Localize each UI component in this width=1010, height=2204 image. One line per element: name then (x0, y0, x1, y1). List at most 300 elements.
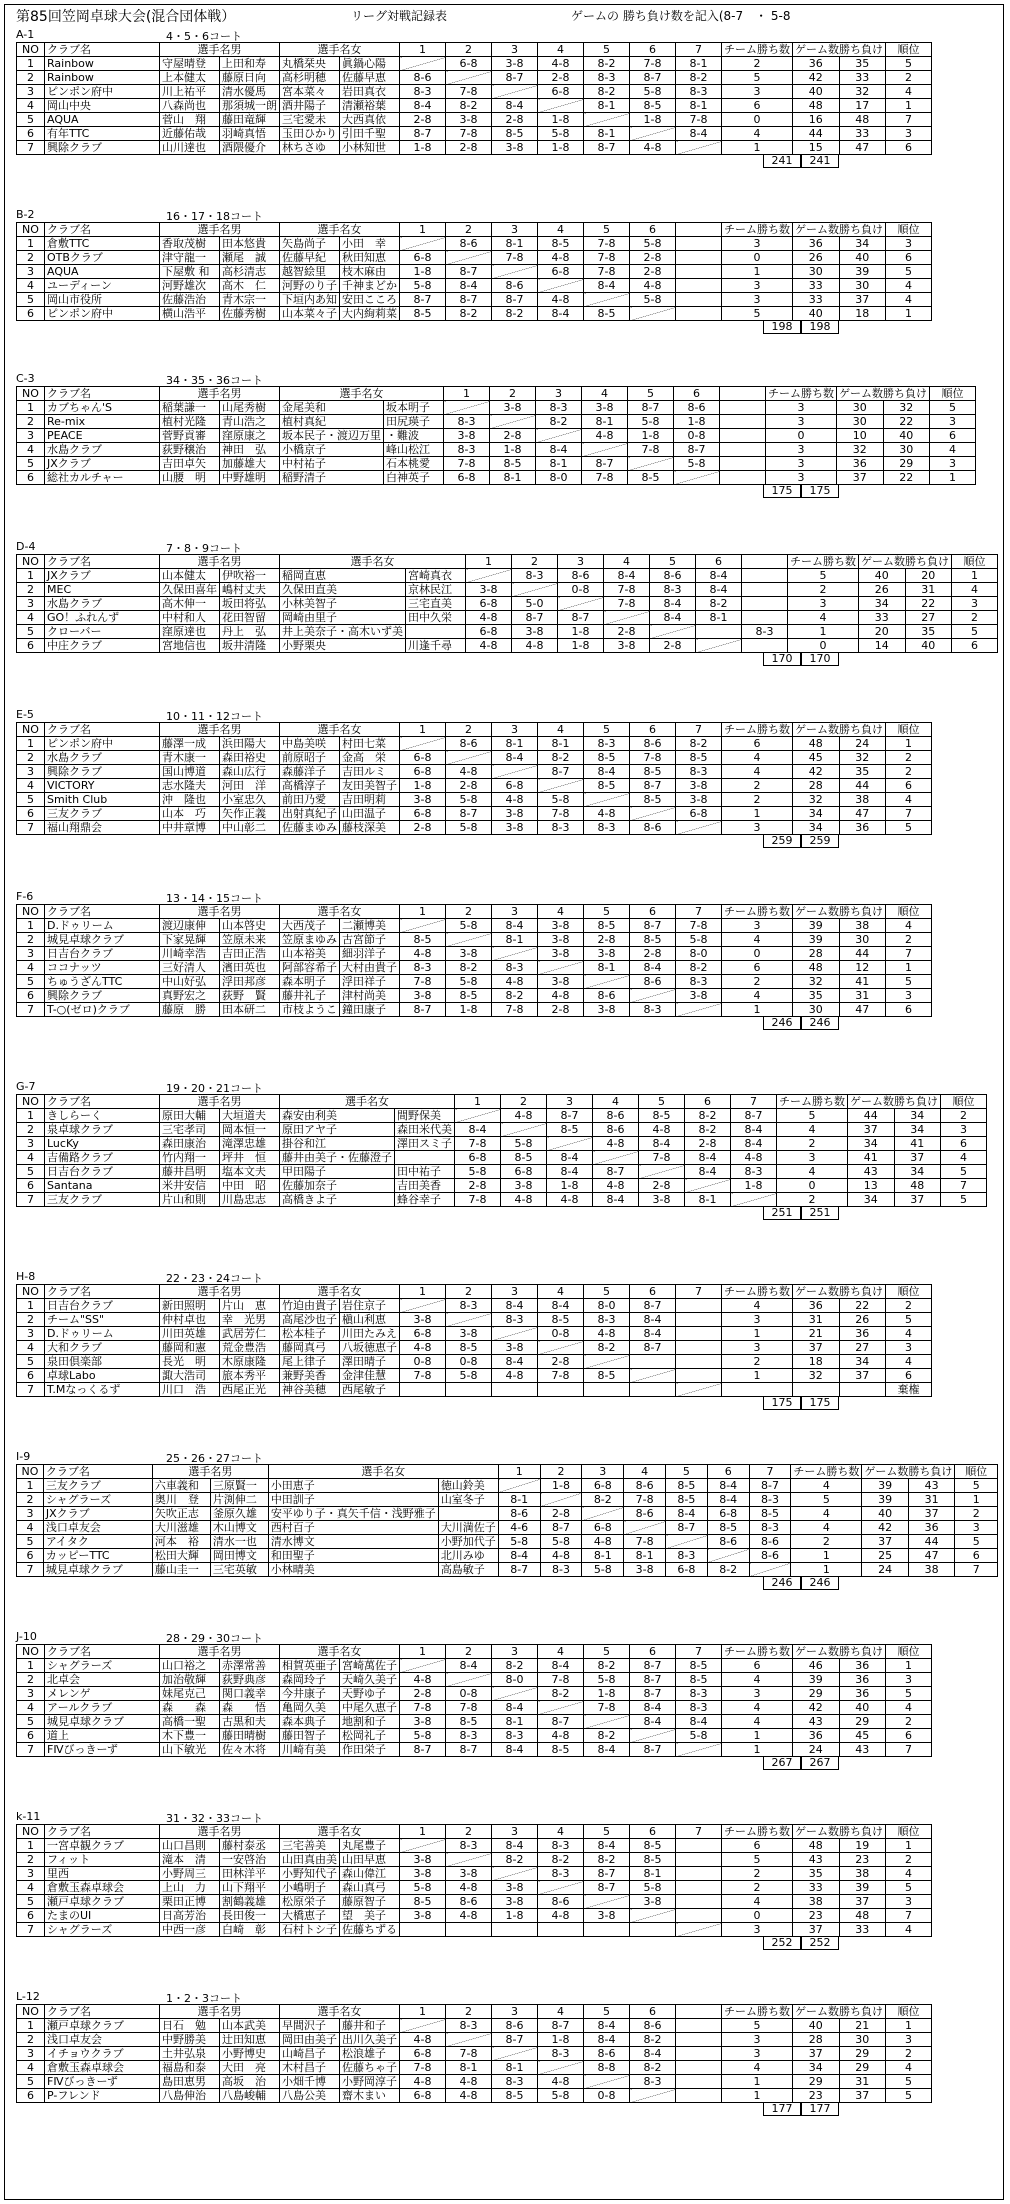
match-score: 1-8 (446, 1003, 492, 1017)
female-player-2: 吉田明莉 (340, 793, 400, 807)
team-wins: 0 (777, 1179, 848, 1193)
female-player-2: 田中祐子 (395, 1165, 455, 1179)
header-opponent-no (676, 2005, 722, 2019)
team-rank: 5 (955, 1479, 998, 1493)
league-id: C-3 (16, 372, 35, 385)
match-score: 1-8 (400, 265, 446, 279)
team-row (17, 821, 932, 835)
match-score: 8-4 (584, 279, 630, 293)
header-opponent-no: 6 (630, 1285, 676, 1299)
games-lost: 41 (839, 975, 886, 989)
female-player-2: 金高 栄 (340, 751, 400, 765)
team-wins: 4 (722, 1895, 793, 1909)
team-row (17, 307, 932, 321)
header-club: クラブ名 (45, 1825, 160, 1839)
male-player-1: 山腰 明 (160, 471, 220, 485)
female-player-1: 松本桂子 (280, 1327, 340, 1341)
male-player-2: 小野博史 (220, 2047, 280, 2061)
header-opponent-no: 7 (749, 1465, 791, 1479)
female-player-1: 小嶋明子 (280, 1881, 340, 1895)
female-player-1: 藤岡真弓 (280, 1341, 340, 1355)
match-score (696, 639, 742, 653)
team-rank: 2 (886, 2047, 932, 2061)
team-row (17, 85, 932, 99)
match-score: 1-8 (584, 1687, 630, 1701)
match-score: 2-8 (650, 639, 696, 653)
male-player-2: 岡田博文 (210, 1549, 268, 1563)
team-rank: 1 (952, 569, 998, 583)
match-score: 8-6 (624, 1479, 666, 1493)
match-score (676, 1923, 722, 1937)
match-score (676, 821, 722, 835)
team-row (17, 471, 976, 485)
games-lost: 21 (839, 2019, 886, 2033)
team-wins: 3 (722, 2047, 793, 2061)
match-score: 7-8 (455, 1137, 501, 1151)
match-score: 3-8 (400, 793, 446, 807)
games-won: 39 (793, 933, 840, 947)
games-won: 29 (793, 1687, 840, 1701)
match-score: 8-5 (538, 1313, 584, 1327)
male-player-2: 神田 弘 (220, 443, 280, 457)
team-wins: 4 (791, 1521, 862, 1535)
match-score: 3-8 (582, 401, 628, 415)
team-row (17, 415, 976, 429)
match-score: 8-6 (584, 2047, 630, 2061)
match-score (676, 1895, 722, 1909)
match-score: 8-6 (446, 1895, 492, 1909)
match-score: 8-5 (666, 1479, 708, 1493)
header-team-wins: チーム勝ち数 (722, 905, 793, 919)
team-wins: 1 (722, 1729, 793, 1743)
match-score (676, 251, 722, 265)
female-player-2: 村田七菜 (340, 737, 400, 751)
female-player-1: 山崎昌子 (280, 2047, 340, 2061)
header-game-wl: ゲーム数勝ち負け (793, 43, 886, 57)
match-score (676, 2075, 722, 2089)
header-no: NO (17, 1285, 45, 1299)
female-player-2: 白神英子 (384, 471, 444, 485)
male-player-2: 羽崎真悟 (220, 127, 280, 141)
female-player-1: 中田訓子 (268, 1493, 438, 1507)
match-score: 3-8 (492, 1341, 538, 1355)
female-player-1: 三宅善美 (280, 1839, 340, 1853)
header-opponent-no: 6 (685, 1095, 731, 1109)
match-score: 8-1 (492, 933, 538, 947)
match-score: 8-4 (630, 1313, 676, 1327)
team-rank: 6 (886, 779, 932, 793)
header-opponent-no: 5 (639, 1095, 685, 1109)
team-no: 7 (17, 1743, 45, 1757)
match-score: 1-8 (490, 443, 536, 457)
male-player-2: 高木 仁 (220, 279, 280, 293)
match-score: 5-0 (512, 597, 558, 611)
match-score (538, 2061, 584, 2075)
club-name: 大和クラブ (45, 1341, 160, 1355)
team-rank: 5 (886, 821, 932, 835)
match-score: 5-8 (498, 1535, 540, 1549)
match-score (584, 1383, 630, 1397)
male-player-1: 福島和泰 (160, 2061, 220, 2075)
match-score: 1-8 (492, 1909, 538, 1923)
female-player-1: 井上美奈子・高木いず美 (280, 625, 406, 639)
match-score: 3-8 (400, 1313, 446, 1327)
match-score: 5-8 (400, 279, 446, 293)
female-player-1: 高杉明穂 (280, 71, 340, 85)
match-score: 7-8 (446, 1701, 492, 1715)
match-score: 8-5 (676, 1659, 722, 1673)
club-name: カブちゃん'S (45, 401, 160, 415)
club-name: フィット (45, 1853, 160, 1867)
team-row (17, 919, 932, 933)
team-rank: 6 (955, 1549, 998, 1563)
team-rank: 3 (952, 597, 998, 611)
match-score: 8-1 (584, 99, 630, 113)
match-score (512, 583, 558, 597)
female-player-2: 大内絢莉菜 (340, 307, 400, 321)
games-lost: 34 (894, 1165, 941, 1179)
match-score: 2-8 (446, 141, 492, 155)
match-score: 8-2 (630, 2061, 676, 2075)
match-score: 8-3 (630, 2075, 676, 2089)
female-player-1: 森藤洋子 (280, 765, 340, 779)
match-score: 5-8 (676, 1729, 722, 1743)
team-rank: 7 (886, 1909, 932, 1923)
male-player-1: 八森尚也 (160, 99, 220, 113)
match-score: 8-2 (630, 2033, 676, 2047)
match-score (674, 471, 720, 485)
games-lost: 41 (894, 1137, 941, 1151)
team-wins: 1 (722, 265, 793, 279)
header-opponent-no: 2 (446, 723, 492, 737)
team-rank: 1 (886, 307, 932, 321)
team-row (17, 807, 932, 821)
male-player-1: 宮地信也 (160, 639, 220, 653)
match-score: 7-8 (624, 1493, 666, 1507)
league-table (16, 1094, 987, 1207)
match-score: 8-7 (630, 1659, 676, 1673)
female-player-2: 安田こころ (340, 293, 400, 307)
games-won: 39 (793, 1673, 840, 1687)
match-score (455, 1109, 501, 1123)
team-wins: 4 (788, 611, 859, 625)
games-lost: 40 (839, 1701, 886, 1715)
header-opponent-no: 1 (400, 2005, 446, 2019)
match-score: 8-4 (538, 307, 584, 321)
female-player-1: 山本裕美 (280, 947, 340, 961)
games-lost: 40 (839, 251, 886, 265)
header-game-wl: ゲーム数勝ち負け (862, 1465, 955, 1479)
header-opponent-no: 7 (731, 1095, 777, 1109)
match-score: 8-5 (400, 933, 446, 947)
header-opponent-no: 5 (584, 2005, 630, 2019)
match-score: 8-7 (749, 1479, 791, 1493)
games-lost: 30 (883, 443, 930, 457)
team-no: 6 (17, 639, 45, 653)
male-player-1: 藤澤一成 (160, 737, 220, 751)
club-name: 瀬戸卓球クラブ (45, 1895, 160, 1909)
games-won: 26 (859, 583, 906, 597)
team-rank: 4 (886, 2061, 932, 2075)
league-id: I-9 (16, 1450, 31, 1463)
team-row (17, 113, 932, 127)
club-name: ピンポン府中 (45, 85, 160, 99)
match-score: 8-2 (584, 57, 630, 71)
club-name: シャグラーズ (43, 1493, 152, 1507)
female-player-1: 大橋恵子 (280, 1909, 340, 1923)
male-player-1: 森田康治 (160, 1137, 220, 1151)
games-won: 44 (793, 127, 840, 141)
team-no: 2 (17, 251, 45, 265)
games-won: 32 (837, 443, 884, 457)
female-player-1: 稲野清子 (280, 471, 384, 485)
match-score (492, 765, 538, 779)
match-score: 3-8 (538, 947, 584, 961)
female-player-2: 八坂徳恵子 (340, 1341, 400, 1355)
team-row (17, 961, 932, 975)
female-player-2: 宮崎萬佐子 (340, 1659, 400, 1673)
match-score: 8-7 (584, 1881, 630, 1895)
team-rank: 3 (930, 415, 976, 429)
team-no: 4 (17, 1701, 45, 1715)
total-games-won: 246 (763, 1016, 801, 1030)
female-player-2: 北川みゆ (438, 1549, 498, 1563)
match-score: 8-6 (630, 2019, 676, 2033)
male-player-1: 下屋敷 和 (160, 265, 220, 279)
club-name: FⅣびっきーず (45, 1743, 160, 1757)
male-player-1: 高木伸一 (160, 597, 220, 611)
team-wins: 0 (722, 251, 793, 265)
team-no: 7 (17, 1003, 45, 1017)
total-games-won: 251 (763, 1206, 801, 1220)
match-score: 8-4 (492, 1355, 538, 1369)
header-game-wl: ゲーム数勝ち負け (793, 1285, 886, 1299)
match-score: 8-5 (501, 1151, 547, 1165)
court-assignment: 7・8・9コート (166, 542, 242, 555)
header-opponent-no: 4 (624, 1465, 666, 1479)
male-player-2: 三原賢一 (210, 1479, 268, 1493)
male-player-2: 関口義幸 (220, 1687, 280, 1701)
match-score: 8-3 (584, 821, 630, 835)
games-lost: 36 (839, 1687, 886, 1701)
male-player-1: 荻野穣治 (160, 443, 220, 457)
total-games-lost: 267 (801, 1756, 839, 1770)
match-score: 4-8 (466, 611, 512, 625)
female-player-1: 佐藤まゆみ (280, 821, 340, 835)
total-games-won: 177 (763, 2102, 801, 2116)
page-subtitle: リーグ対戦記録表 (351, 9, 448, 23)
team-no: 4 (17, 99, 45, 113)
team-row (17, 2061, 932, 2075)
match-score: 4-8 (501, 1109, 547, 1123)
match-score: 8-2 (707, 1563, 749, 1577)
male-player-2: 森田裕史 (220, 751, 280, 765)
team-rank: 4 (886, 1701, 932, 1715)
match-score: 8-5 (630, 1839, 676, 1853)
team-no: 4 (17, 1151, 45, 1165)
match-score: 8-6 (650, 569, 696, 583)
club-name: 一宮卓観クラブ (45, 1839, 160, 1853)
match-score: 8-7 (400, 1003, 446, 1017)
team-row (17, 71, 932, 85)
match-score: 8-4 (639, 1137, 685, 1151)
team-no: 7 (17, 1383, 45, 1397)
club-name: MEC (45, 583, 160, 597)
female-player-1: 小田恵子 (268, 1479, 438, 1493)
league-table (16, 42, 932, 155)
match-score: 4-8 (400, 947, 446, 961)
match-score: 8-5 (630, 765, 676, 779)
match-score: 4-8 (492, 1369, 538, 1383)
female-player-2: 松浪雄子 (340, 2047, 400, 2061)
header-male: 選手名男 (160, 905, 280, 919)
court-assignment: 4・5・6コート (166, 30, 242, 43)
games-lost: 47 (908, 1549, 955, 1563)
male-player-2: 辻田知恵 (220, 2033, 280, 2047)
header-opponent-no: 2 (501, 1095, 547, 1109)
female-player-2: 峰山松江 (384, 443, 444, 457)
match-score: 3-8 (624, 1563, 666, 1577)
male-player-2: 青木宗一 (220, 293, 280, 307)
club-name: 中庄クラブ (45, 639, 160, 653)
team-rank: 3 (930, 457, 976, 471)
match-score: 8-4 (498, 1549, 540, 1563)
team-wins: 1 (722, 1743, 793, 1757)
match-score: 0-8 (400, 1355, 446, 1369)
match-score: 8-4 (538, 1659, 584, 1673)
match-score: 8-3 (650, 583, 696, 597)
club-name: 卓球Labo (45, 1369, 160, 1383)
match-score: 4-8 (630, 141, 676, 155)
header-opponent-no: 5 (584, 43, 630, 57)
team-no: 1 (17, 737, 45, 751)
club-name: たまのUI (45, 1909, 160, 1923)
match-score: 8-3 (444, 415, 490, 429)
header-female: 選手名女 (280, 223, 400, 237)
header-opponent-no: 4 (538, 1645, 584, 1659)
female-player-2: 作田栄子 (340, 1743, 400, 1757)
match-score: 6-8 (501, 1165, 547, 1179)
header-club: クラブ名 (45, 723, 160, 737)
match-score: 3-8 (584, 1003, 630, 1017)
male-player-1: 志水隆夫 (160, 779, 220, 793)
female-player-1: 玉田ひかり (280, 127, 340, 141)
team-rank: 6 (886, 1003, 932, 1017)
header-club: クラブ名 (45, 555, 160, 569)
female-player-2: 山室冬子 (438, 1493, 498, 1507)
match-score: 5-8 (538, 127, 584, 141)
header-rank: 順位 (886, 43, 932, 57)
team-wins: 2 (722, 1355, 793, 1369)
header-team-wins: チーム勝ち数 (722, 2005, 793, 2019)
male-player-1: 日高芳治 (160, 1909, 220, 1923)
match-score: 7-8 (538, 807, 584, 821)
team-wins: 6 (722, 737, 793, 751)
team-row (17, 279, 932, 293)
match-score: 8-3 (512, 569, 558, 583)
match-score: 8-2 (538, 1853, 584, 1867)
club-name: ピンポン府中 (45, 737, 160, 751)
match-score: 8-1 (630, 1867, 676, 1881)
match-score: 6-8 (400, 765, 446, 779)
court-assignment: 31・32・33コート (166, 1812, 263, 1825)
female-player-2: 川逢千尋 (406, 639, 466, 653)
match-score: 8-3 (742, 625, 788, 639)
header-rank: 順位 (886, 723, 932, 737)
match-score (676, 1341, 722, 1355)
match-score: 2-8 (584, 933, 630, 947)
match-score: 8-1 (492, 1715, 538, 1729)
games-lost: 31 (839, 2075, 886, 2089)
games-won: 42 (862, 1521, 909, 1535)
match-score: 7-8 (584, 1701, 630, 1715)
team-row (17, 765, 932, 779)
match-score: 4-8 (538, 989, 584, 1003)
club-name: 倉敷玉森卓球会 (45, 2061, 160, 2075)
match-score: 3-8 (512, 625, 558, 639)
male-player-2: 高杉清志 (220, 265, 280, 279)
match-score: 4-8 (593, 1137, 639, 1151)
games-lost: 35 (839, 57, 886, 71)
female-player-2: 小野岡淳子 (340, 2075, 400, 2089)
match-score: 2-8 (639, 1179, 685, 1193)
games-won: 36 (793, 1729, 840, 1743)
female-player-2: 二瀬博美 (340, 919, 400, 933)
team-no: 6 (17, 471, 45, 485)
total-games-lost: 175 (801, 1396, 839, 1410)
match-score: 8-4 (630, 1327, 676, 1341)
male-player-2: 青山浩之 (220, 415, 280, 429)
team-no: 3 (17, 1507, 44, 1521)
match-score: 6-8 (400, 2047, 446, 2061)
team-no: 4 (17, 1341, 45, 1355)
match-score: 8-5 (630, 933, 676, 947)
team-no: 6 (17, 1909, 45, 1923)
team-wins: 5 (777, 1109, 848, 1123)
female-player-1: 木村昌子 (280, 2061, 340, 2075)
team-rank: 4 (886, 279, 932, 293)
header-female: 選手名女 (280, 1095, 455, 1109)
male-player-1: 山口裕之 (160, 1659, 220, 1673)
header-opponent-no: 1 (400, 1285, 446, 1299)
male-player-1: 香取茂樹 (160, 237, 220, 251)
team-row (17, 99, 932, 113)
court-assignment: 19・20・21コート (166, 1082, 263, 1095)
match-score: 8-4 (446, 279, 492, 293)
team-row (17, 1895, 932, 1909)
match-score: 8-5 (400, 1895, 446, 1909)
team-rank: 1 (886, 2019, 932, 2033)
team-no: 2 (17, 415, 45, 429)
match-score: 8-2 (582, 1493, 624, 1507)
league-label (16, 1270, 263, 1285)
male-player-1: 島田恵男 (160, 2075, 220, 2089)
match-score: 8-7 (492, 71, 538, 85)
match-score: 8-4 (492, 1743, 538, 1757)
team-row (17, 1743, 932, 1757)
match-score: 5-8 (446, 919, 492, 933)
male-player-1: 沖 隆也 (160, 793, 220, 807)
match-score: 8-4 (492, 751, 538, 765)
female-player-1: 岡田由美子 (280, 2033, 340, 2047)
games-lost: 32 (883, 401, 930, 415)
match-score: 4-8 (492, 975, 538, 989)
match-score: 8-3 (446, 2019, 492, 2033)
games-lost: 12 (839, 961, 886, 975)
match-score: 8-5 (584, 779, 630, 793)
club-name: 北卓会 (45, 1673, 160, 1687)
match-score (624, 1521, 666, 1535)
